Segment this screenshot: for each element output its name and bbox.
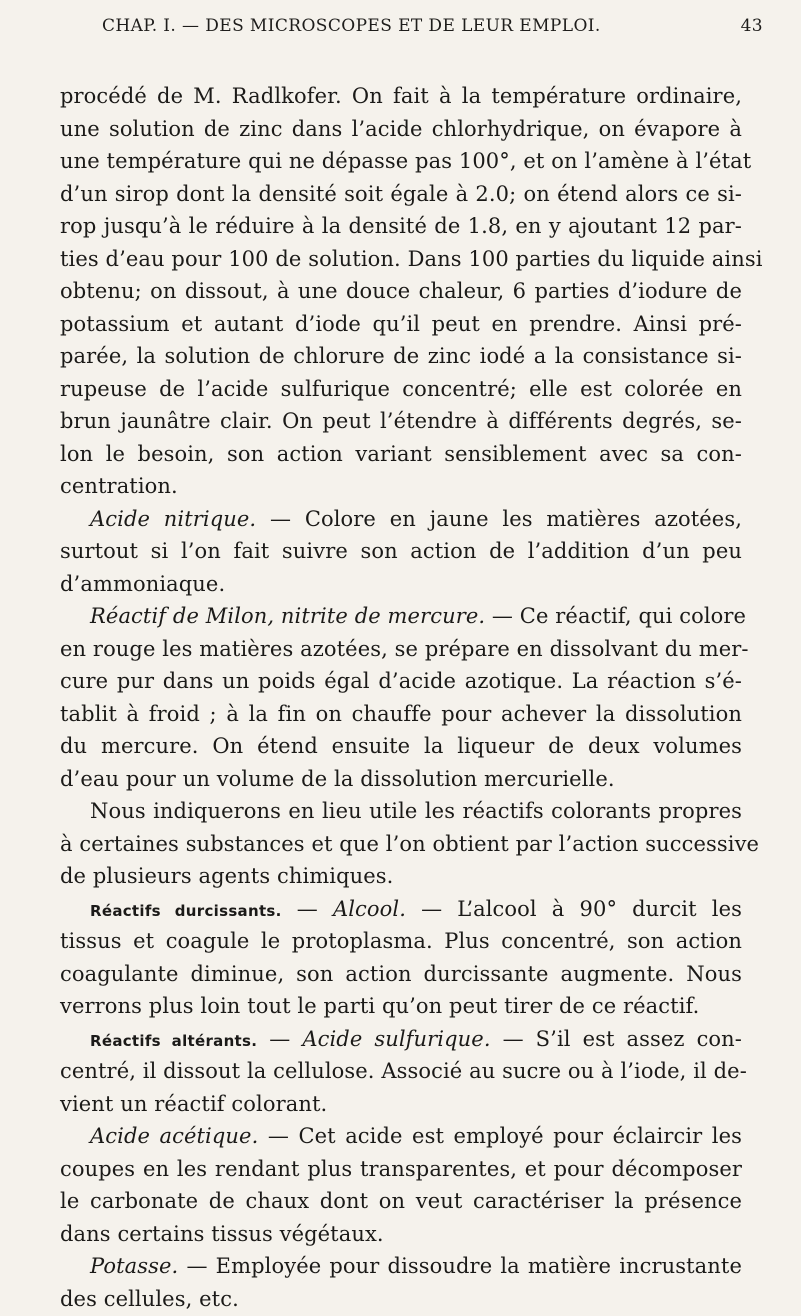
text-line xyxy=(60,1218,742,1251)
text-line xyxy=(60,1185,742,1218)
text-run: centré, il dissout la cellulose. Associé au sucre ou à l’iode, il de- xyxy=(60,1059,747,1083)
text-line xyxy=(60,600,747,633)
text-run: centration. xyxy=(60,474,178,498)
text-run: de plusieurs agents chimiques. xyxy=(60,864,394,888)
text-line xyxy=(60,828,760,861)
text-line xyxy=(60,860,742,893)
text-run: — xyxy=(281,896,333,921)
text-run: verrons plus loin tout le parti qu’on peut tirer de ce réactif. xyxy=(60,994,700,1018)
text-line xyxy=(60,178,742,211)
text-run: d’un sirop dont la densité soit égale à 2.0; on étend alors ce si- xyxy=(60,181,742,206)
text-line xyxy=(60,145,752,178)
text-line xyxy=(60,80,742,113)
text-run: vient un réactif colorant. xyxy=(60,1091,328,1116)
text-run: Nous indiquerons en lieu utile les réactifs colorants propres xyxy=(90,799,742,823)
text-run: coupes en les rendant plus transparentes, et pour décomposer xyxy=(60,1156,742,1181)
italic-term: Acide nitrique. xyxy=(90,506,257,531)
text-line xyxy=(60,763,742,796)
text-line xyxy=(60,243,763,276)
text-run: ties d’eau pour 100 de solution. Dans 100 parties du liquide ainsi xyxy=(60,246,763,271)
body-text xyxy=(60,80,763,1315)
text-line xyxy=(60,503,742,536)
page-number: 43 xyxy=(740,16,763,36)
text-line xyxy=(60,275,742,308)
text-run: brun jaunâtre clair. On peut l’étendre à différents degrés, se- xyxy=(60,409,742,433)
text-run: — Ce réactif, qui colore xyxy=(485,604,747,628)
italic-term: Acide sulfurique. xyxy=(302,1026,491,1051)
text-line xyxy=(60,893,742,926)
italic-term: Réactif de Milon, nitrite de mercure. xyxy=(90,604,486,628)
text-line xyxy=(60,1120,742,1153)
text-run: — Colore en jaune les matières azotées, xyxy=(256,506,742,531)
text-run: des cellules, etc. xyxy=(60,1286,239,1311)
text-line xyxy=(60,535,742,568)
section-heading: Réactifs altérants. xyxy=(90,1031,258,1050)
text-line xyxy=(60,113,742,146)
text-line xyxy=(60,405,742,438)
text-line xyxy=(60,373,742,406)
text-line xyxy=(60,340,742,373)
text-line xyxy=(60,308,742,341)
text-run: tissus et coagule le protoplasma. Plus concentré, son action xyxy=(60,929,742,953)
italic-term: Acide acétique. xyxy=(90,1124,259,1148)
text-run: — Cet acide est employé pour éclaircir les xyxy=(258,1124,743,1148)
text-run: du mercure. On étend ensuite la liqueur de deux volumes xyxy=(60,734,742,758)
text-line xyxy=(60,568,742,601)
text-run: coagulante diminue, son action durcissante augmente. Nous xyxy=(60,961,742,986)
text-line xyxy=(60,795,742,828)
text-line xyxy=(60,633,749,666)
text-line xyxy=(60,990,742,1023)
text-run: une solution de zinc dans l’acide chlorhydrique, on évapore à xyxy=(60,116,742,141)
text-line xyxy=(60,925,742,958)
section-heading: Réactifs durcissants. xyxy=(90,901,282,920)
text-line xyxy=(60,1023,742,1056)
text-run: d’ammoniaque. xyxy=(60,571,226,596)
text-run: d’eau pour un volume de la dissolution mercurielle. xyxy=(60,766,615,791)
text-run: — S’il est assez con- xyxy=(490,1026,742,1051)
italic-term: Potasse. xyxy=(90,1254,179,1278)
text-run: potassium et autant d’iode qu’il peut en prendre. Ainsi pré- xyxy=(60,311,742,336)
text-line xyxy=(60,730,742,763)
italic-term: Alcool. xyxy=(332,896,406,921)
text-run: rupeuse de l’acide sulfurique concentré; elle est colorée en xyxy=(60,376,742,401)
text-run: — L’alcool à 90° durcit les xyxy=(406,896,742,921)
text-run: obtenu; on dissout, à une douce chaleur, 6 parties d’iodure de xyxy=(60,279,742,303)
text-run: parée, la solution de chlorure de zinc iodé a la consistance si- xyxy=(60,344,742,368)
text-run: à certaines substances et que l’on obtient par l’action successive xyxy=(60,831,760,856)
text-line xyxy=(60,1283,742,1316)
text-run: tablit à froid ; à la fin on chauffe pour achever la dissolution xyxy=(60,701,742,726)
text-run: rop jusqu’à le réduire à la densité de 1.8, en y ajoutant 12 par- xyxy=(60,214,742,238)
running-title: CHAP. I. — DES MICROSCOPES ET DE LEUR EMPLOI. xyxy=(102,16,601,36)
text-run: lon le besoin, son action variant sensiblement avec sa con- xyxy=(60,441,742,466)
text-run: le carbonate de chaux dont on veut caractériser la présence xyxy=(60,1189,742,1213)
text-line xyxy=(60,958,742,991)
text-run: une température qui ne dépasse pas 100°, et on l’amène à l’état xyxy=(60,149,752,173)
text-run: cure pur dans un poids égal d’acide azotique. La réaction s’é- xyxy=(60,669,742,693)
text-run: — Employée pour dissoudre la matière incrustante xyxy=(178,1254,742,1278)
text-line xyxy=(60,470,742,503)
text-line xyxy=(60,210,742,243)
text-line xyxy=(60,1153,742,1186)
text-line xyxy=(60,1055,747,1088)
text-line xyxy=(60,1250,742,1283)
text-run: — xyxy=(257,1026,303,1051)
text-line xyxy=(60,438,742,471)
text-run: dans certains tissus végétaux. xyxy=(60,1221,384,1246)
text-line xyxy=(60,698,742,731)
text-line xyxy=(60,665,742,698)
text-run: surtout si l’on fait suivre son action de l’addition d’un peu xyxy=(60,539,742,563)
text-run: en rouge les matières azotées, se prépare en dissolvant du mer- xyxy=(60,636,749,661)
text-run: procédé de M. Radlkofer. On fait à la température ordinaire, xyxy=(60,84,742,108)
text-line xyxy=(60,1088,742,1121)
